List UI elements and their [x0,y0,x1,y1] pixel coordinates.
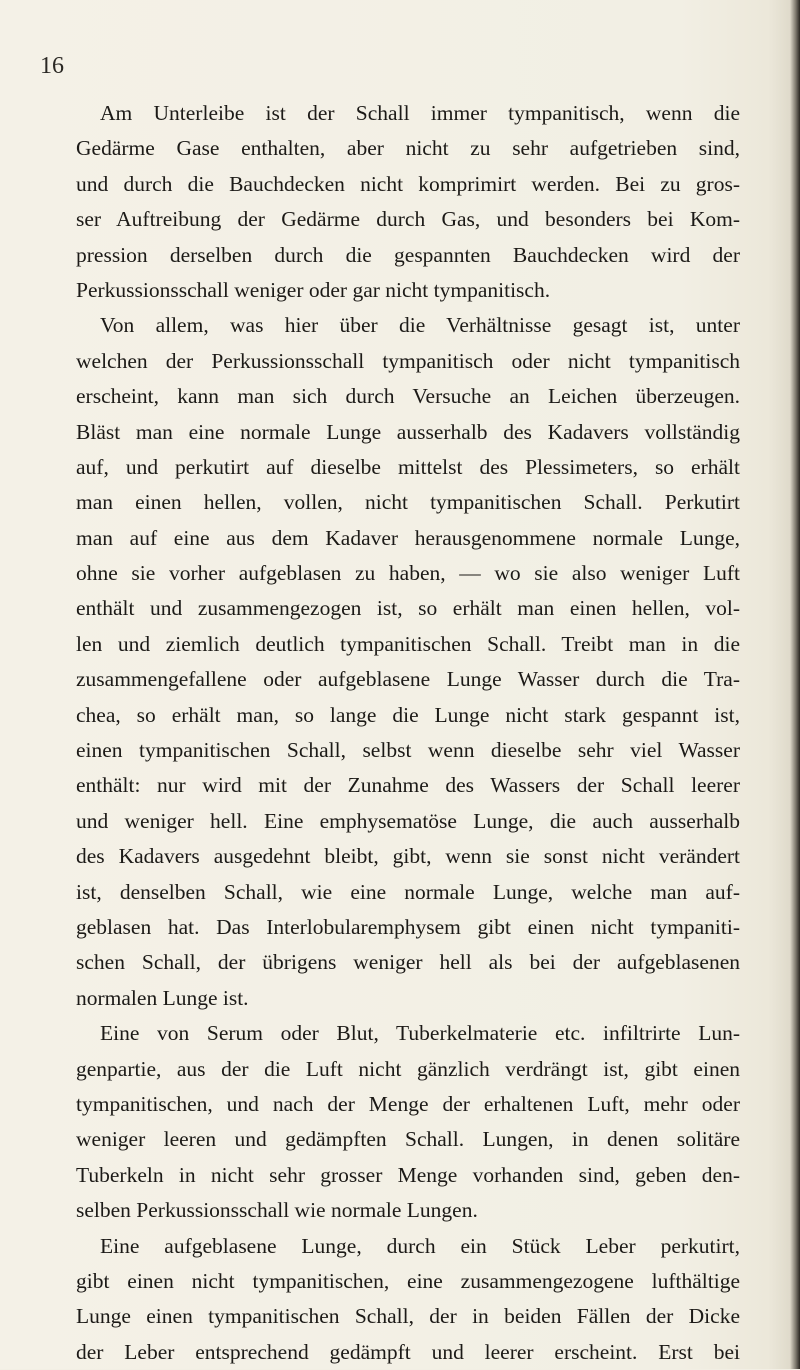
page-edge-shadow [790,0,800,1369]
text-line: Tuberkeln in nicht sehr grosser Menge vorhanden sind, geben den- [76,1162,740,1187]
text-line: Von allem, was hier über die Verhältnisse gesagt ist, unter [100,313,740,338]
text-line: welchen der Perkussionsschall tympanitisch oder nicht tympanitisch [76,348,740,373]
text-line: enthält: nur wird mit der Zunahme des Wassers der Schall leerer [76,773,740,798]
text-line: pression derselben durch die gespannten Bauchdecken wird der [76,242,740,267]
text-line: tympanitischen, und nach der Menge der erhaltenen Luft, mehr oder [76,1091,740,1116]
text-line: geblasen hat. Das Interlobularemphysem gibt einen nicht tympaniti- [76,914,740,939]
text-line: enthält und zusammengezogen ist, so erhält man einen hellen, vol- [76,596,740,621]
body-text [76,96,740,1370]
text-line: und durch die Bauchdecken nicht komprimirt werden. Bei zu gros- [76,171,740,196]
text-line: normalen Lunge ist. [76,985,249,1010]
text-line: einen tympanitischen Schall, selbst wenn dieselbe sehr viel Wasser [76,738,740,763]
text-line: man einen hellen, vollen, nicht tympanitischen Schall. Perkutirt [76,490,740,515]
text-line: man auf eine aus dem Kadaver herausgenommene normale Lunge, [76,525,740,550]
text-line: Gedärme Gase enthalten, aber nicht zu sehr aufgetrieben sind, [76,136,740,161]
text-line: schen Schall, der übrigens weniger hell als bei der aufgeblasenen [76,950,740,975]
text-line: ser Auftreibung der Gedärme durch Gas, und besonders bei Kom- [76,207,740,232]
text-line: Bläst man eine normale Lunge ausserhalb des Kadavers vollständig [76,419,740,444]
text-line: len und ziemlich deutlich tympanitischen Schall. Treibt man in die [76,631,740,656]
text-line: Perkussionsschall weniger oder gar nicht tympanitisch. [76,277,551,302]
text-line: Lunge einen tympanitischen Schall, der in beiden Fällen der Dicke [76,1304,740,1329]
text-line: selben Perkussionsschall wie normale Lungen. [76,1198,478,1223]
text-line: erscheint, kann man sich durch Versuche an Leichen überzeugen. [76,384,740,409]
page-number: 16 [40,53,64,79]
text-line: chea, so erhält man, so lange die Lunge nicht stark gespannt ist, [76,702,740,727]
text-line: Am Unterleibe ist der Schall immer tympanitisch, wenn die [100,101,740,125]
text-line: der Leber entsprechend gedämpft und leerer erscheint. Erst bei [76,1339,740,1364]
text-line: ohne sie vorher aufgeblasen zu haben, — wo sie also weniger Luft [76,561,740,586]
text-line: Eine aufgeblasene Lunge, durch ein Stück Leber perkutirt, [100,1233,740,1258]
text-line: auf, und perkutirt auf dieselbe mittelst des Plessimeters, so erhält [76,454,740,479]
text-line: weniger leeren und gedämpften Schall. Lungen, in denen solitäre [76,1127,740,1152]
text-line: gibt einen nicht tympanitischen, eine zusammengezogene lufthältige [76,1268,740,1293]
text-line: und weniger hell. Eine emphysematöse Lunge, die auch ausserhalb [76,808,740,833]
text-line: zusammengefallene oder aufgeblasene Lunge Wasser durch die Tra- [76,667,740,692]
text-line: genpartie, aus der die Luft nicht gänzlich verdrängt ist, gibt einen [76,1056,740,1081]
text-line: des Kadavers ausgedehnt bleibt, gibt, wenn sie sonst nicht verändert [76,844,740,869]
text-line: Eine von Serum oder Blut, Tuberkelmaterie etc. infiltrirte Lun- [100,1021,740,1046]
text-line: ist, denselben Schall, wie eine normale Lunge, welche man auf- [76,879,740,904]
